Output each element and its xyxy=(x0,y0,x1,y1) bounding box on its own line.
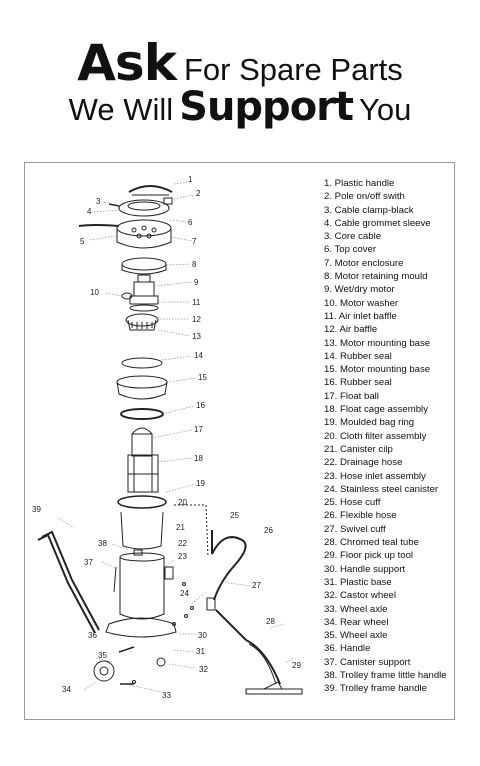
callout-29: 29 xyxy=(292,661,301,670)
callout-15: 15 xyxy=(198,373,207,382)
parts-list-item: 37. Canister support xyxy=(324,656,411,668)
callout-22: 22 xyxy=(178,539,187,548)
parts-list-item: 6. Top cover xyxy=(324,244,377,256)
parts-list-item: 38. Trolley frame little handle xyxy=(324,669,447,681)
parts-list-item: 35. Wheel axle xyxy=(324,630,388,642)
parts-list-item: 32. Castor wheel xyxy=(324,590,396,602)
callout-23: 23 xyxy=(178,552,187,561)
callout-18: 18 xyxy=(194,454,203,463)
callout-26: 26 xyxy=(264,526,273,535)
parts-list-item: 31. Plastic base xyxy=(324,576,392,588)
callout-32: 32 xyxy=(199,665,208,674)
callout-6: 6 xyxy=(188,218,193,227)
parts-list-item: 21. Canister cilp xyxy=(324,443,393,455)
callout-16: 16 xyxy=(196,401,205,410)
callout-31: 31 xyxy=(196,647,205,656)
callout-3: 3 xyxy=(96,197,101,206)
callout-33: 33 xyxy=(162,691,171,700)
parts-list-item: 3. Cable clamp-black xyxy=(324,204,414,216)
callout-38: 38 xyxy=(98,539,107,548)
parts-list-item: 34. Rear wheel xyxy=(324,616,389,628)
parts-list-item: 2. Pole on/off swith xyxy=(324,191,405,203)
parts-list xyxy=(324,177,447,696)
parts-list-item: 22. Drainage hose xyxy=(324,457,403,469)
parts-list-item: 33. Wheel axle xyxy=(324,603,388,615)
callout-2: 2 xyxy=(196,189,201,198)
parts-list-item: 7. Motor enclosure xyxy=(324,257,404,269)
parts-list-item: 27. Swivel cuff xyxy=(324,523,386,535)
callout-13: 13 xyxy=(192,332,201,341)
parts-list-item: 25. Hose cuff xyxy=(324,497,381,509)
callout-34: 34 xyxy=(62,685,71,694)
headline-we-will: We Will xyxy=(68,92,174,127)
parts-list-item: 1. Plastic handle xyxy=(324,178,395,189)
callout-37: 37 xyxy=(84,558,93,567)
callout-14: 14 xyxy=(194,351,203,360)
callout-39: 39 xyxy=(32,505,41,514)
parts-list-item: 3. Core cable xyxy=(324,231,382,243)
callout-7: 7 xyxy=(192,237,197,246)
callout-11: 11 xyxy=(192,298,201,307)
parts-list-item: 39. Trolley frame handle xyxy=(324,683,427,695)
callout-17: 17 xyxy=(194,425,203,434)
callout-27: 27 xyxy=(252,581,261,590)
parts-list-item: 30. Handle support xyxy=(324,563,406,575)
parts-list-item: 4. Cable grommet sleeve xyxy=(324,217,431,229)
parts-list-item: 29. Floor pick up tool xyxy=(324,550,414,562)
headline-line-2 xyxy=(0,84,480,130)
parts-list-item: 24. Stainless steel canister xyxy=(324,483,439,495)
parts-list-item: 10. Motor washer xyxy=(324,297,399,309)
callout-9: 9 xyxy=(194,278,199,287)
parts-list-item: 8. Motor retaining mould xyxy=(324,271,428,283)
parts-list-item: 12. Air baffle xyxy=(324,324,378,336)
callout-30: 30 xyxy=(198,631,207,640)
parts-list-item: 17. Float ball xyxy=(324,390,379,402)
parts-list-item: 14. Rubber seal xyxy=(324,350,392,362)
parts-list-item: 11. Air inlet baffle xyxy=(324,310,397,322)
headline-ask: Ask xyxy=(77,34,176,92)
callout-4: 4 xyxy=(87,207,92,216)
callout-1: 1 xyxy=(188,175,193,184)
callout-12: 12 xyxy=(192,315,201,324)
parts-list-item: 19. Moulded bag ring xyxy=(324,417,415,429)
callout-25: 25 xyxy=(230,511,239,520)
parts-list-item: 28. Chromed teal tube xyxy=(324,537,419,549)
callout-28: 28 xyxy=(266,617,275,626)
headline-support: Support xyxy=(179,84,354,130)
parts-list-item: 23. Hose inlet assembly xyxy=(324,470,426,482)
headline-for-spare-parts: For Spare Parts xyxy=(183,52,403,87)
parts-list-item: 16. Rubber seal xyxy=(324,377,392,389)
callout-10: 10 xyxy=(90,288,99,297)
parts-list-item: 26. Flexible hose xyxy=(324,510,397,522)
parts-list-item: 13. Motor mounting base xyxy=(324,337,431,349)
headline-you: You xyxy=(359,92,412,127)
callout-35: 35 xyxy=(98,651,107,660)
exploded-parts-diagram xyxy=(24,162,324,718)
parts-list-item: 20. Cloth filter assembly xyxy=(324,430,427,442)
callout-21: 21 xyxy=(176,523,185,532)
parts-list-item: 18. Float cage assembly xyxy=(324,404,428,416)
callout-19: 19 xyxy=(196,479,205,488)
callout-24: 24 xyxy=(180,589,189,598)
callout-20: 20 xyxy=(178,498,187,507)
callout-5: 5 xyxy=(80,237,85,246)
callout-36: 36 xyxy=(88,631,97,640)
parts-list-item: 9. Wet/dry motor xyxy=(324,284,395,296)
callout-8: 8 xyxy=(192,260,197,269)
parts-list-item: 15. Motor mounting base xyxy=(324,364,431,376)
parts-list-item: 36. Handle xyxy=(324,643,371,655)
